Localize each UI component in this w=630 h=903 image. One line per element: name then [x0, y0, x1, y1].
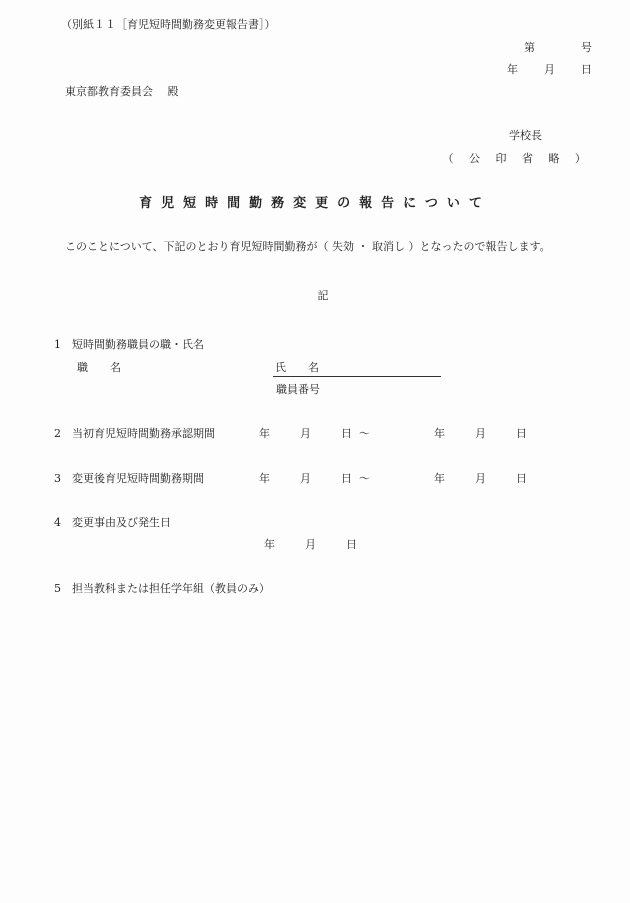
principal: 学校長: [509, 129, 542, 142]
body-text: このことについて、下記のとおり育児短時間勤務が（ 失効 ・ 取消し ）となったので報告します。: [65, 240, 551, 253]
section-2: [54, 425, 614, 441]
start-year-label: 年: [259, 427, 270, 440]
document-number: [524, 39, 592, 55]
end-month-label: 月: [475, 427, 486, 440]
section-number: 3: [54, 472, 61, 485]
start-day-label: 日: [341, 427, 352, 440]
seal-note: （ 公 印 省 略 ）: [442, 152, 592, 165]
doc-date-day: 日: [581, 63, 592, 76]
section-1: [54, 336, 204, 352]
section-label: 変更事由及び発生日: [72, 516, 171, 529]
page-title: 育児短時間勤務変更の報告について: [139, 196, 491, 211]
section-3: [54, 470, 614, 486]
section-number: 5: [54, 582, 61, 595]
start-day-label: 日: [341, 472, 352, 485]
section-label: 変更後育児短時間勤務期間: [72, 472, 204, 485]
end-year-label: 年: [434, 472, 445, 485]
section-4: [54, 514, 171, 530]
tilde: 〜: [359, 427, 370, 440]
end-year-label: 年: [434, 427, 445, 440]
section-label: 短時間勤務職員の職・氏名: [72, 338, 204, 351]
start-month-label: 月: [300, 472, 311, 485]
section-label: 担当教科または担任学年組（教員のみ）: [72, 582, 270, 595]
start-month-label: 月: [300, 427, 311, 440]
staff-number-label: 職員番号: [276, 383, 320, 396]
name-label: 氏 名: [275, 361, 319, 374]
occurrence-day-label: 日: [346, 538, 357, 551]
section-label: 当初育児短時間勤務承認期間: [72, 427, 215, 440]
start-year-label: 年: [259, 472, 270, 485]
section-5: [54, 580, 270, 596]
tilde: 〜: [359, 472, 370, 485]
occurrence-month-label: 月: [305, 538, 316, 551]
doc-date-year: 年: [507, 63, 518, 76]
occurrence-year-label: 年: [264, 538, 275, 551]
end-day-label: 日: [516, 427, 527, 440]
doc-number-dai: 第: [524, 41, 535, 54]
end-day-label: 日: [516, 472, 527, 485]
doc-number-go: 号: [581, 41, 592, 54]
section-number: 4: [54, 516, 61, 529]
job-title-label: 職 名: [77, 361, 121, 374]
addressee: 東京都教育委員会 殿: [65, 85, 179, 98]
section-number: 1: [54, 338, 61, 351]
document-date: [507, 61, 592, 77]
doc-date-month: 月: [544, 63, 555, 76]
end-month-label: 月: [475, 472, 486, 485]
name-underline: [273, 376, 441, 377]
occurrence-date: [264, 536, 357, 552]
section-number: 2: [54, 427, 61, 440]
header-note: （別紙１１［育児短時間勤務変更報告書］）: [61, 18, 276, 31]
ki-heading: 記: [317, 289, 329, 302]
